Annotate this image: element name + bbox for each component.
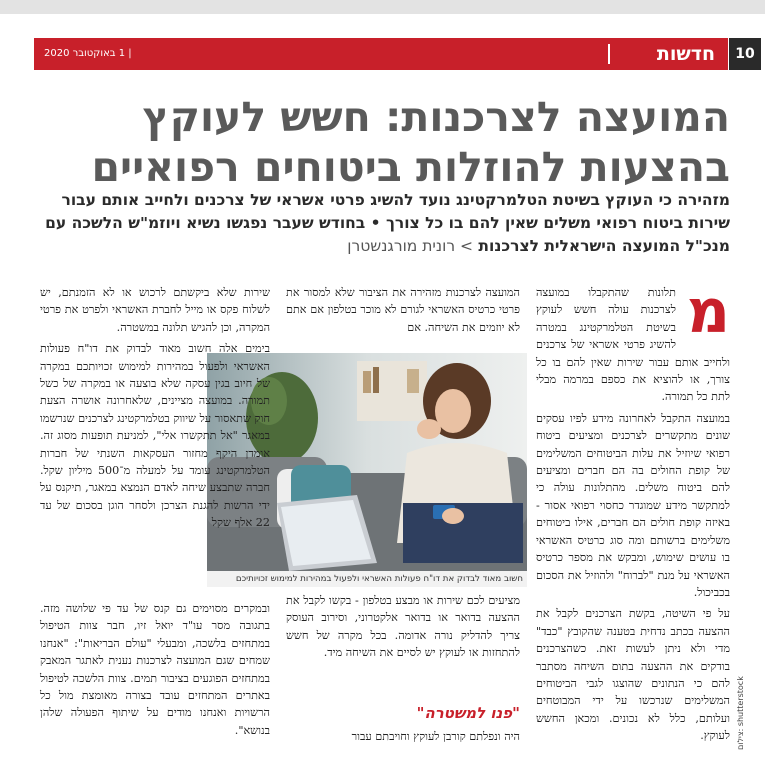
dropcap-box: [682, 277, 730, 347]
article-column-2-bottom: [286, 592, 520, 666]
paragraph: היה ונפלתם קורבן לעוקץ וחויבתם עבור: [351, 730, 520, 743]
paragraph: שירות שלא ביקשתם לרכוש או לא הזמנתם, יש לשלוח פקס או מייל לחברת האשראי ולפרט את פרטי המקרה, וכן להגיש תלונה במשטרה.: [40, 286, 270, 334]
article-column-3-top: [40, 284, 270, 536]
article-column-2-tail: [286, 728, 520, 749]
page-number: 10: [729, 38, 761, 70]
inline-subheading: "פנו למשטרה": [416, 704, 520, 722]
photo-credit: צילום: shutterstock: [736, 676, 745, 750]
issue-date: | 1 באוקטובר 2020: [44, 48, 132, 59]
top-edge-shadow: [0, 0, 765, 14]
paragraph: על פי השיטה, בקשת הצרכנים לקבל את ההצעה בכתב נדחית בטענה שהקובץ "כבד" מדי ולא ניתן לעשות זאת. כשהצרכנים בודקים את ההצעה בתום השיחה מסתבר להם כי הנתונים שהוצגו לגבי הביטוחים המשלימים שנרכשו על ידי המבוטחים ועלותם, כלל לא נכונים. ומכאן החשש לעוקץ.: [536, 607, 730, 743]
paragraph: תלונות שהתקבלו במועצה לצרכנות עולה חשש לעוקץ בשיטת הטלמרקטינג במטרה להשיג פרטי אשראי של צרכנים ולחייב אותם עבור שירות שאין להם בו כל צורך, או להוציא את כספם במרמה מבלי לתת כל תמורה.: [536, 286, 730, 404]
paragraph: במועצה התקבל לאחרונה מידע לפיו עסקים שונים מתקשרים לצרכנים ומציעים ביטוח רפואי שיוזיל את עלות הביטוחים המשלימים של קופת החולים בה הם חברים ומציעים להם ביטוח משלים. מהתלונות עולה כי למתקשר מידע שמוגדר כחסוי רפואי אסור - באיזה קופת חולים הם חברים, אילו ביטוחים משלימים ברשותם ומה סוג כרטיס האשראי בו עושים שימוש, ומבקש את מספר כרטיס האשראי על מנת "לברוח" ולהוזיל את הסכום בכביכול.: [536, 411, 730, 599]
subhead-text: מזהירה כי העוקץ בשיטת הטלמרקטינג נועד להשיג פרטי אשראי של צרכנים ולחייב אותם עבור שירות ביטוח רפואי משלים שאין להם בו כל צורך • בחודש שעבר נפגשו נשיא ויוזמ"ש הלשכה עם מנכ"ל המועצה הישראלית לצרכנות: [45, 191, 730, 255]
headline: המועצה לצרכנות: חשש לעוקץ בהצעות להוזלות ביטוחים רפואיים: [91, 93, 730, 191]
article-column-1: [536, 277, 730, 749]
header-separator: [608, 44, 610, 64]
author-credit: > רונית מורגנשטרן: [347, 237, 473, 255]
paragraph: המועצה לצרכנות מזהירה את הציבור שלא למסור את פרטי כרטיס האשראי לגורם לא מוכר בטלפון אם אתם לא יוזמים את השיחה. אם: [286, 286, 520, 334]
section-header-bar: [34, 38, 728, 70]
paragraph: בימים אלה חשוב מאוד לבדוק את דו"ח פעולות האשראי ולפעול במהירות למימוש זכויותכם במקרה של חיוב בגין עסקה שלא בוצעה או במקרה של כשל תמורה. במועצה מציינים, שלאחרונה אושרה הצעת חוק שתאסור על שיווק בטלמרקטינג לצרכנים שנרשמו במאגר "אל תתקשרו אלי", למניעת תופעות מסוג זה. אומדן היקף מחזור העסקאות השנתי של חברות הטלמרקטינג עומד על למעלה מ־500 מיליון שקל. חברה שתבצע שיחה לאדם הנמצא במאגר, תיקנס על ידי הרשות להגנת הצרכן ולסחר הוגן בסכום של עד 22 אלף שקל: [40, 342, 270, 530]
paragraph: מציעים לכם שירות או מבצע בטלפון - בקשו לקבל את ההצעה בדואר או בדואר אלקטרוני, וסירוב העוסק צריך להדליק נורה אדומה. בכל מקרה של חשש להתחזות או לעוקץ יש לסיים את השיחה מיד.: [286, 594, 520, 660]
article-column-3-bottom: [40, 600, 270, 743]
subhead: [40, 189, 730, 258]
section-label: חדשות: [656, 43, 715, 65]
photo-caption: חשוב מאוד לבדוק את דו"ח פעולות האשראי ולפעול במהירות למימוש זכויותיכם: [207, 571, 527, 587]
article-column-2-top: [286, 284, 520, 340]
paragraph: ובמקרים מסוימים גם קנס של עד פי שלושה מזה. בתגובה מסר עו"ד יואל זיו, חבר צוות הטיפול במתחזים בלשכה, ומבעלי "עולם הבריאות": "אנחנו שמחים שגם המועצה לצרכנות נענית לאתגר המאבק במתחזים הפוגעים בציבור תמים. צוות הלשכה לטיפול באתרים המתחזים עובד בצורה מאומצת מול כל הרשויות ואנחנו מודים על שיתוף הפעולה שלהן בנושא".: [40, 602, 270, 737]
dropcap: מ: [686, 277, 730, 347]
